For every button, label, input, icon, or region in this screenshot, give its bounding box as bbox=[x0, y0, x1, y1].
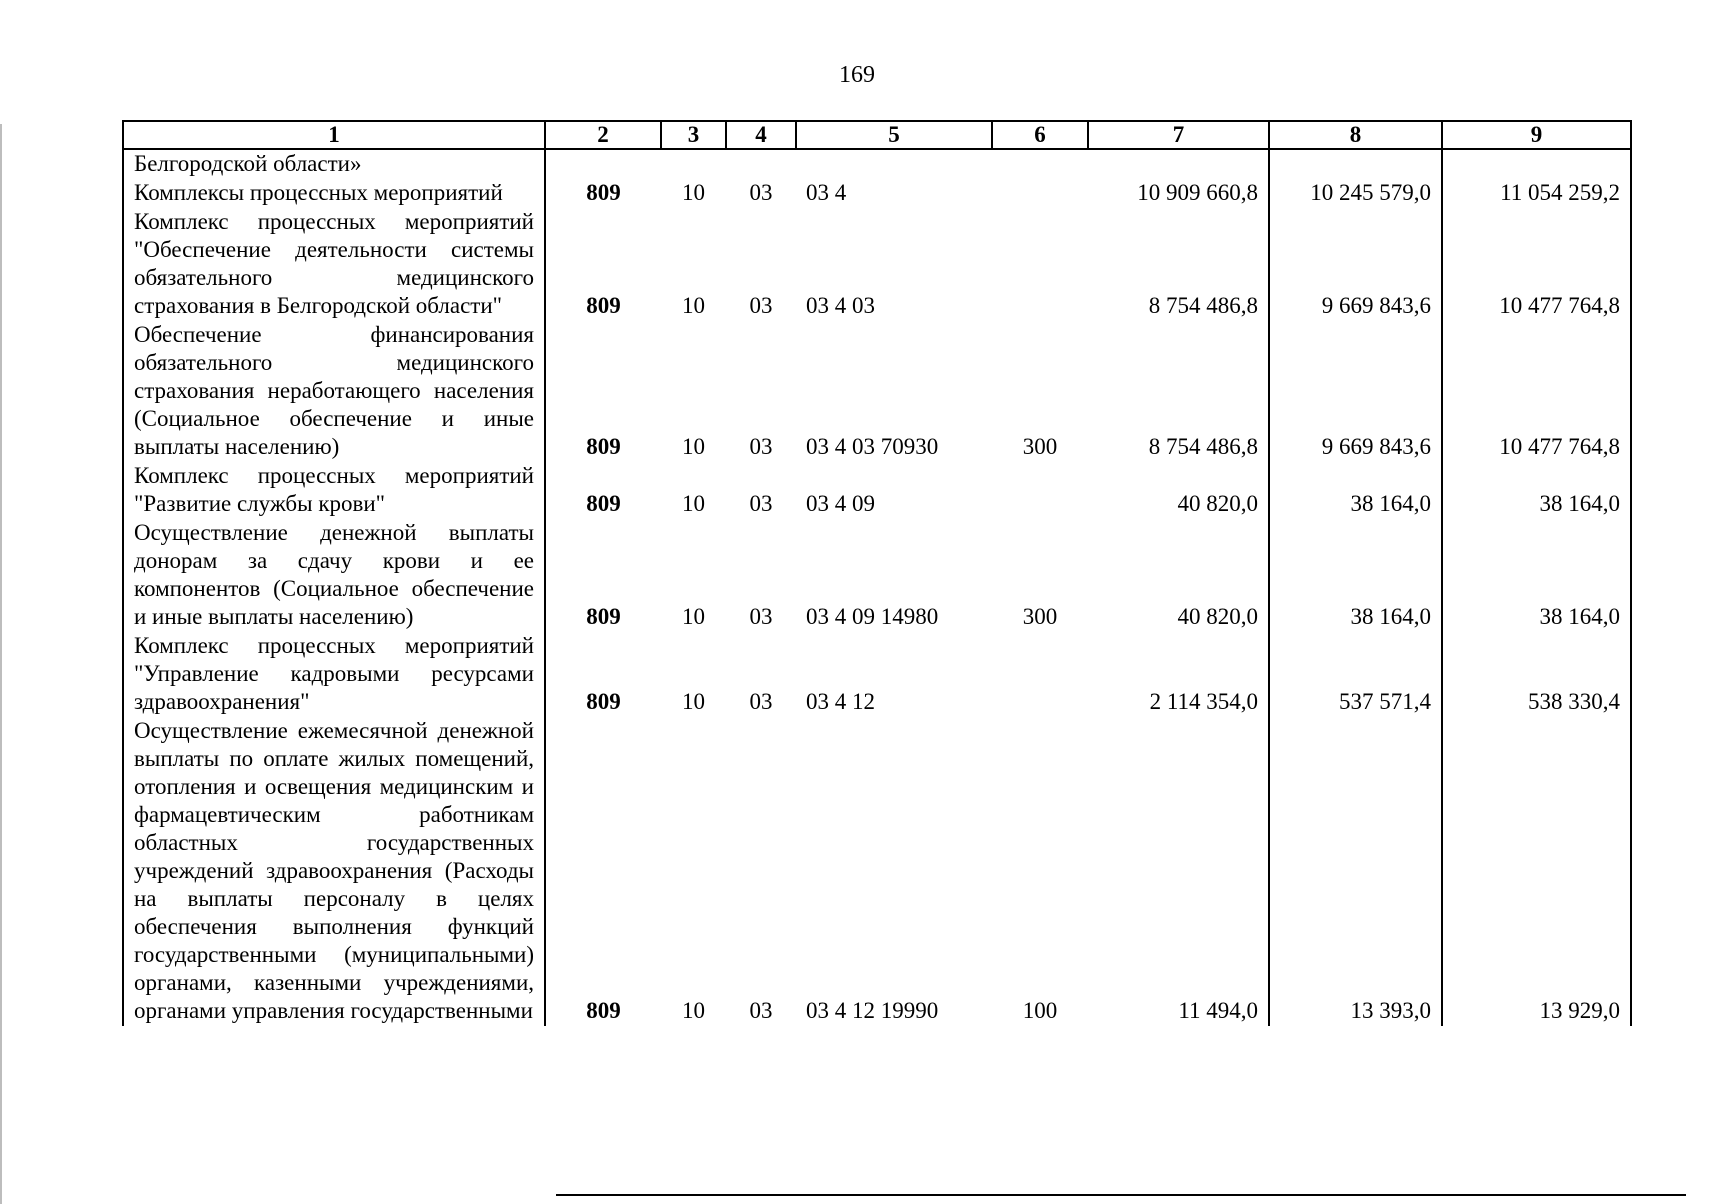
table-row bbox=[123, 717, 1631, 1026]
cell-pr: 03 bbox=[749, 998, 773, 1023]
row-name: Комплекс процессных мероприятий "Управление кадровыми ресурсами здравоохранения" bbox=[123, 632, 545, 717]
cell-vr bbox=[992, 632, 1088, 717]
cell-year-1: 8 754 486,8 bbox=[1088, 321, 1269, 462]
col-header-8: 8 bbox=[1269, 121, 1442, 149]
cell-csr: 03 4 12 bbox=[806, 689, 875, 714]
scan-edge-mark bbox=[0, 124, 2, 1204]
table-row bbox=[123, 149, 1631, 179]
row-name: Обеспечение финансирования обязательного медицинского страхования неработающего населения (Социальное обеспечение и иные выплаты населению) bbox=[123, 321, 545, 462]
row-name: Комплексы процессных мероприятий bbox=[123, 179, 545, 208]
budget-table bbox=[122, 120, 1632, 1026]
cell-rz: 10 bbox=[682, 180, 705, 205]
cell-rz bbox=[661, 149, 726, 179]
bottom-rule bbox=[556, 1194, 1686, 1196]
cell-pr: 03 bbox=[749, 689, 773, 714]
row-name: Комплекс процессных мероприятий "Развитие службы крови" bbox=[123, 462, 545, 519]
cell-rz: 10 bbox=[682, 434, 705, 459]
cell-vr bbox=[992, 149, 1088, 179]
cell-vr: 100 bbox=[1022, 998, 1058, 1023]
cell-pr: 03 bbox=[749, 491, 773, 516]
col-header-4: 4 bbox=[726, 121, 796, 149]
cell-vr bbox=[992, 462, 1088, 519]
cell-year-1: 40 820,0 bbox=[1088, 519, 1269, 632]
cell-vr: 300 bbox=[1022, 434, 1058, 459]
cell-ved: 809 bbox=[545, 321, 661, 462]
cell-rz: 10 bbox=[682, 293, 705, 318]
cell-year-1: 40 820,0 bbox=[1088, 462, 1269, 519]
cell-rz: 10 bbox=[682, 689, 705, 714]
cell-year-3: 538 330,4 bbox=[1442, 632, 1631, 717]
row-name: Осуществление ежемесячной денежной выплаты по оплате жилых помещений, отопления и освещения медицинским и фармацевтическим работникам областных государственных учреждений здравоохранения (Расходы на выплаты персоналу в целях обеспечения выполнения функций государственными (муниципальными) органами, казенными учреждениями, органами управления государственными bbox=[123, 717, 545, 1026]
cell-year-2: 38 164,0 bbox=[1269, 462, 1442, 519]
col-header-5: 5 bbox=[796, 121, 992, 149]
cell-csr: 03 4 bbox=[806, 180, 847, 205]
cell-rz: 10 bbox=[682, 998, 705, 1023]
cell-csr: 03 4 09 14980 bbox=[806, 604, 939, 629]
cell-year-2 bbox=[1269, 149, 1442, 179]
cell-year-3: 13 929,0 bbox=[1442, 717, 1631, 1026]
cell-year-2: 9 669 843,6 bbox=[1269, 321, 1442, 462]
cell-year-3: 11 054 259,2 bbox=[1442, 179, 1631, 208]
cell-year-3: 38 164,0 bbox=[1442, 462, 1631, 519]
cell-csr: 03 4 03 bbox=[806, 293, 875, 318]
table-row bbox=[123, 179, 1631, 208]
cell-year-3: 10 477 764,8 bbox=[1442, 321, 1631, 462]
cell-year-3: 10 477 764,8 bbox=[1442, 208, 1631, 321]
cell-year-2: 38 164,0 bbox=[1269, 519, 1442, 632]
cell-csr: 03 4 03 70930 bbox=[806, 434, 939, 459]
cell-year-2: 13 393,0 bbox=[1269, 717, 1442, 1026]
table-row bbox=[123, 519, 1631, 632]
table-row bbox=[123, 208, 1631, 321]
col-header-2: 2 bbox=[545, 121, 661, 149]
cell-ved: 809 bbox=[545, 632, 661, 717]
cell-year-1 bbox=[1088, 149, 1269, 179]
col-header-7: 7 bbox=[1088, 121, 1269, 149]
col-header-1: 1 bbox=[123, 121, 545, 149]
cell-vr: 300 bbox=[1022, 604, 1058, 629]
cell-year-2: 537 571,4 bbox=[1269, 632, 1442, 717]
cell-vr bbox=[992, 179, 1088, 208]
cell-pr bbox=[726, 149, 796, 179]
cell-rz: 10 bbox=[682, 491, 705, 516]
cell-year-1: 11 494,0 bbox=[1088, 717, 1269, 1026]
table-row bbox=[123, 632, 1631, 717]
cell-ved bbox=[545, 149, 661, 179]
cell-year-1: 8 754 486,8 bbox=[1088, 208, 1269, 321]
cell-year-1: 2 114 354,0 bbox=[1088, 632, 1269, 717]
cell-csr: 03 4 12 19990 bbox=[806, 998, 939, 1023]
cell-pr: 03 bbox=[749, 293, 773, 318]
cell-year-1: 10 909 660,8 bbox=[1088, 179, 1269, 208]
cell-vr bbox=[992, 208, 1088, 321]
cell-csr bbox=[796, 149, 992, 179]
cell-rz: 10 bbox=[682, 604, 705, 629]
row-name: Осуществление денежной выплаты донорам за сдачу крови и ее компонентов (Социальное обеспечение и иные выплаты населению) bbox=[123, 519, 545, 632]
cell-ved: 809 bbox=[545, 208, 661, 321]
row-name: Комплекс процессных мероприятий "Обеспечение деятельности системы обязательного медицинского страхования в Белгородской области" bbox=[123, 208, 545, 321]
col-header-9: 9 bbox=[1442, 121, 1631, 149]
header-row bbox=[123, 121, 1631, 149]
cell-ved: 809 bbox=[545, 519, 661, 632]
cell-ved: 809 bbox=[545, 462, 661, 519]
page-number: 169 bbox=[839, 62, 875, 88]
cell-ved: 809 bbox=[545, 717, 661, 1026]
cell-year-2: 10 245 579,0 bbox=[1269, 179, 1442, 208]
table-row bbox=[123, 321, 1631, 462]
cell-year-3: 38 164,0 bbox=[1442, 519, 1631, 632]
row-name: Белгородской области» bbox=[123, 149, 545, 179]
cell-pr: 03 bbox=[749, 180, 773, 205]
col-header-3: 3 bbox=[661, 121, 726, 149]
col-header-6: 6 bbox=[992, 121, 1088, 149]
cell-ved: 809 bbox=[545, 179, 661, 208]
cell-year-3 bbox=[1442, 149, 1631, 179]
cell-pr: 03 bbox=[749, 604, 773, 629]
cell-pr: 03 bbox=[749, 434, 773, 459]
table-row bbox=[123, 462, 1631, 519]
cell-csr: 03 4 09 bbox=[806, 491, 875, 516]
cell-year-2: 9 669 843,6 bbox=[1269, 208, 1442, 321]
